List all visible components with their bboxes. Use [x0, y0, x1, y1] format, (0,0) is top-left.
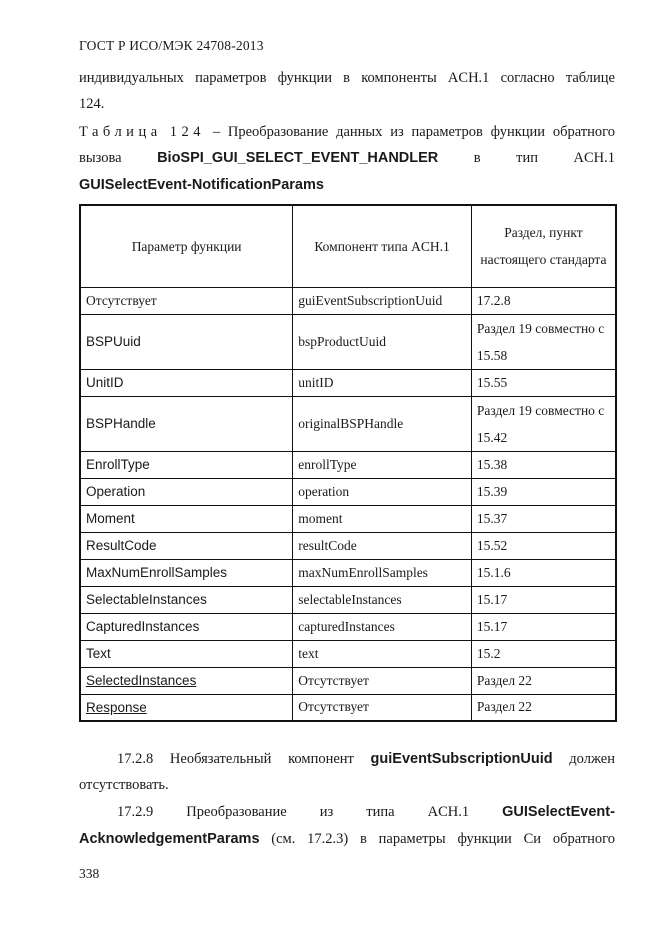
intro-word: компоненты: [361, 70, 437, 86]
table-row: [80, 667, 616, 694]
para-type-name: GUISelectEvent-: [502, 804, 615, 820]
component-cell: enrollType: [293, 451, 472, 478]
component-cell: text: [293, 640, 472, 667]
para-17-2-9-line-1: [117, 804, 615, 821]
section-cell: 15.52: [471, 532, 616, 559]
section-cell: 15.2: [471, 640, 616, 667]
intro-word: функции: [277, 70, 332, 86]
caption-word: в: [473, 150, 481, 166]
intro-word: параметров: [195, 70, 267, 86]
para-word: должен: [569, 751, 615, 767]
table-caption-line-2: [79, 150, 615, 167]
table-row: [80, 640, 616, 667]
table-row: [80, 314, 616, 369]
table-caption-type-name: GUISelectEvent-NotificationParams: [79, 177, 324, 193]
caption-word: из: [390, 124, 404, 140]
mapping-table: [79, 204, 617, 722]
param-cell: SelectedInstances: [80, 667, 293, 694]
component-cell: resultCode: [293, 532, 472, 559]
param-cell: ResultCode: [80, 532, 293, 559]
table-row: [80, 586, 616, 613]
table-row: [80, 478, 616, 505]
para-word: 17.2.9: [117, 804, 154, 820]
intro-line-1: [79, 70, 615, 87]
para-component-name: guiEventSubscriptionUuid: [370, 751, 553, 767]
caption-word: вызова: [79, 150, 122, 166]
param-cell: Отсутствует: [80, 287, 293, 314]
param-cell: SelectableInstances: [80, 586, 293, 613]
table-caption-line-1: [79, 124, 615, 141]
section-cell: Раздел 19 совместно с 15.42: [471, 396, 616, 451]
intro-word: таблице: [565, 70, 615, 86]
component-cell: unitID: [293, 369, 472, 396]
section-cell: Раздел 22: [471, 694, 616, 721]
para-word: ACH.1: [427, 804, 470, 820]
param-cell: BSPHandle: [80, 396, 293, 451]
table-row: [80, 396, 616, 451]
component-cell: capturedInstances: [293, 613, 472, 640]
intro-word: согласно: [500, 70, 555, 86]
para-17-2-9-line-2: [79, 831, 615, 848]
caption-word: данных: [336, 124, 383, 140]
table-row: [80, 559, 616, 586]
section-cell: 15.17: [471, 586, 616, 613]
para-word: 17.2.8: [117, 751, 154, 767]
component-cell: operation: [293, 478, 472, 505]
component-cell: Отсутствует: [293, 667, 472, 694]
component-cell: moment: [293, 505, 472, 532]
param-cell: EnrollType: [80, 451, 293, 478]
para-word: функции: [457, 831, 512, 847]
component-cell: Отсутствует: [293, 694, 472, 721]
caption-word: Преобразование: [227, 124, 329, 140]
para-word: (см.: [271, 831, 296, 847]
component-cell: selectableInstances: [293, 586, 472, 613]
param-cell: UnitID: [80, 369, 293, 396]
section-cell: 15.37: [471, 505, 616, 532]
param-cell: Operation: [80, 478, 293, 505]
section-cell: 15.1.6: [471, 559, 616, 586]
section-cell: 15.38: [471, 451, 616, 478]
para-word: Необязательный: [169, 751, 272, 767]
intro-line-2: 124.: [79, 96, 105, 112]
para-word: компонент: [288, 751, 354, 767]
table-row: [80, 287, 616, 314]
param-cell: Moment: [80, 505, 293, 532]
para-word: в: [360, 831, 367, 847]
section-cell: 17.2.8: [471, 287, 616, 314]
para-word: обратного: [552, 831, 615, 847]
param-cell: MaxNumEnrollSamples: [80, 559, 293, 586]
para-word: типа: [366, 804, 395, 820]
caption-word: обратного: [552, 124, 615, 140]
header-cell-section: Раздел, пункт настоящего стандарта: [471, 205, 616, 287]
section-cell: 15.39: [471, 478, 616, 505]
header-cell-component: Компонент типа ACH.1: [293, 205, 472, 287]
caption-word: ACH.1: [573, 150, 615, 166]
component-cell: originalBSPHandle: [293, 396, 472, 451]
caption-function-name: BioSPI_GUI_SELECT_EVENT_HANDLER: [157, 150, 439, 166]
table-caption-label: Таблица 124: [79, 124, 206, 140]
section-cell: 15.55: [471, 369, 616, 396]
param-cell: CapturedInstances: [80, 613, 293, 640]
table-row: [80, 613, 616, 640]
table-row: [80, 505, 616, 532]
table-row: [80, 694, 616, 721]
caption-word: параметров: [411, 124, 483, 140]
caption-word: тип: [516, 150, 538, 166]
caption-word: функции: [490, 124, 546, 140]
table-row: [80, 451, 616, 478]
component-cell: guiEventSubscriptionUuid: [293, 287, 472, 314]
table-row: [80, 532, 616, 559]
intro-word: в: [343, 70, 351, 86]
section-cell: Раздел 22: [471, 667, 616, 694]
para-word: параметры: [378, 831, 446, 847]
component-cell: maxNumEnrollSamples: [293, 559, 472, 586]
section-cell: 15.17: [471, 613, 616, 640]
page-number: 338: [79, 866, 100, 881]
para-type-name: AcknowledgementParams: [79, 831, 260, 847]
para-word: 17.2.3): [307, 831, 349, 847]
section-cell: Раздел 19 совместно с 15.58: [471, 314, 616, 369]
table-header-row: [80, 205, 616, 287]
intro-word: ACH.1: [447, 70, 490, 86]
header-cell-param: Параметр функции: [80, 205, 293, 287]
component-cell: bspProductUuid: [293, 314, 472, 369]
para-word: из: [319, 804, 334, 820]
para-17-2-8-line-2: отсутствовать.: [79, 777, 169, 793]
caption-word: –: [212, 124, 221, 140]
param-cell: BSPUuid: [80, 314, 293, 369]
param-cell: Text: [80, 640, 293, 667]
intro-word: индивидуальных: [79, 70, 184, 86]
param-cell: Response: [80, 694, 293, 721]
table-row: [80, 369, 616, 396]
para-word: Си: [523, 831, 542, 847]
document-header: ГОСТ Р ИСО/МЭК 24708-2013: [79, 38, 264, 53]
para-17-2-8-line-1: [117, 751, 615, 768]
para-word: Преобразование: [186, 804, 287, 820]
